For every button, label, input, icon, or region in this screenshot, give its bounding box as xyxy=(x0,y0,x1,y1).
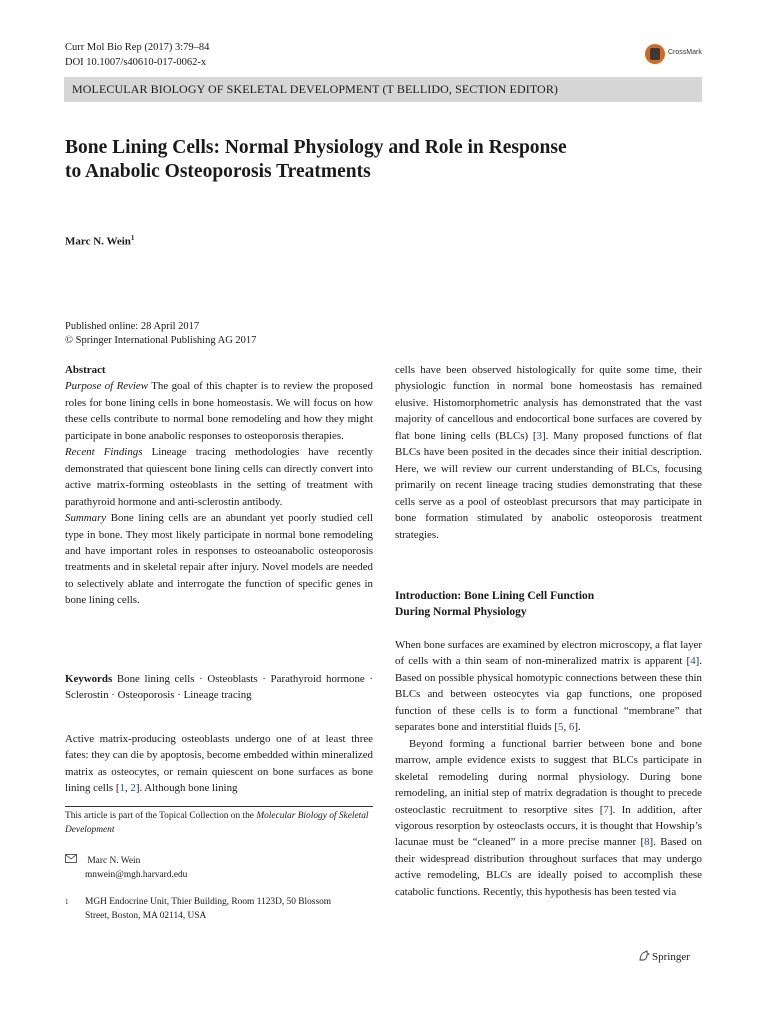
body-text: ]. xyxy=(574,721,581,734)
purpose-label: Purpose of Review xyxy=(65,380,149,393)
collection-note-text: This article is part of the Topical Collection on the xyxy=(65,811,257,821)
correspondence xyxy=(65,854,373,882)
crossmark-label: CrossMark xyxy=(668,49,702,56)
affil-num: 1 xyxy=(65,898,69,906)
citation-sep: , xyxy=(124,782,131,795)
citation-link[interactable]: 6 xyxy=(568,721,575,734)
affil-line-2: Street, Boston, MA 02114, USA xyxy=(85,910,207,921)
copyright: © Springer International Publishing AG 2017 xyxy=(65,335,257,346)
author-affil-sup: 1 xyxy=(130,234,135,242)
keywords-label: Keywords xyxy=(65,673,113,685)
summary-label: Summary xyxy=(65,512,107,525)
publisher-name: Springer xyxy=(652,951,690,963)
findings-label: Recent Findings xyxy=(65,446,143,459)
summary-text: Bone lining cells are an abundant yet poorly studied cell type in bone. They most likely participate in normal bone remodeling and have important roles in responses to osteoanabolic osteoporosis treatments and in skeletal repair after injury. Novel models are needed to selectively ablate and interrogate the function of specific genes in bone lining cells. xyxy=(65,512,373,607)
article-title xyxy=(65,136,705,184)
affil-line-1: MGH Endocrine Unit, Thier Building, Room 1123D, 50 Blossom xyxy=(85,897,332,907)
abstract xyxy=(65,362,373,609)
section-band: MOLECULAR BIOLOGY OF SKELETAL DEVELOPMENT (T BELLIDO, SECTION EDITOR) xyxy=(64,77,702,102)
paragraph xyxy=(395,736,702,901)
keywords xyxy=(65,671,373,704)
citation-link[interactable]: 4 xyxy=(690,655,696,668)
body-text: ]. Based on possible physical homotypic connections between these thin BLCs and between osteocytes via gap functions, one proposed function of these cells is to form a functional “membrane” that separates bone and interstitial fluids [ xyxy=(395,655,702,734)
crossmark-icon xyxy=(645,44,665,64)
crossmark-badge[interactable] xyxy=(645,44,709,68)
author xyxy=(65,234,134,248)
keywords-text: Bone lining cells · Osteoblasts · Parathyroid hormone · Sclerostin · Osteoporosis · Lineage tracing xyxy=(65,673,373,702)
title-line-2: to Anabolic Osteoporosis Treatments xyxy=(65,161,371,182)
collection-note xyxy=(65,810,373,837)
citation-link[interactable]: 1 xyxy=(119,782,125,795)
intro-paragraph-right xyxy=(395,362,702,543)
citation-link[interactable]: 2 xyxy=(130,782,136,795)
collection-name[interactable]: Molecular Biology of Skeletal Development xyxy=(65,811,369,835)
contact-name: Marc N. Wein xyxy=(87,856,141,866)
footnote-divider xyxy=(65,806,373,807)
intro-text: Active matrix-producing osteoblasts undergo one of at least three fates: they can die by apoptosis, become embedded within mineralized matrix as osteocytes, or remain quiescent on bone surfaces as bone lining cells [ xyxy=(65,733,373,795)
citation-sep: , xyxy=(563,721,569,734)
envelope-icon xyxy=(65,854,77,863)
body-text: When bone surfaces are examined by electron microscopy, a flat layer of cells with a thin seam of non-mineralized matrix is apparent [ xyxy=(395,639,702,668)
intro-text: cells have been observed histologically for quite some time, their physiologic function in normal bone homeostasis has remained elusive. Histomorphometric analysis has demonstrated that the vast majority of cancellous and endocortical bone surfaces are covered by flat bone lining cells (BLCs) [ xyxy=(395,364,702,442)
intro-text: ]. Many proposed functions of flat BLCs have been posited in the decades since their initial description. Here, we will review our current understanding of BLCs, focusing primarily on recent lineage tracing studies demonstrating that these cells serve as a pool of osteoblast precursors that may participate in bone formation stimulated by anabolic osteoporosis treatment strategies. xyxy=(395,429,702,541)
body-text: ]. In addition, after vigorous resorption by osteoclasts occurs, it is thought that Howship’s lacunae must be “cleaned” in a more precise manner [ xyxy=(395,803,703,849)
body-text: Beyond forming a functional barrier between bone and bone marrow, ample evidence exists to suggest that BLCs participate in skeletal remodeling during normal physiology. During bone remodeling, an initial step of matrix degradation is thought to precede osteoclastic recruitment to resorptive sites [ xyxy=(395,737,702,816)
purpose-text: The goal of this chapter is to review the proposed roles for bone lining cells in bone homeostasis. We will focus on how these cells contribute to normal bone remodeling and how they might participate in bone anabolic responses to osteoporosis therapies. xyxy=(65,380,373,442)
findings-text: Lineage tracing methodologies have recently demonstrated that quiescent bone lining cells can directly convert into active matrix-forming osteoblasts in the setting of treatment with parathyroid hormone and anti-sclerostin antibody. xyxy=(65,446,374,508)
section-heading-line-2: During Normal Physiology xyxy=(395,606,527,618)
abstract-heading: Abstract xyxy=(65,364,106,376)
title-line-1: Bone Lining Cells: Normal Physiology and Role in Response xyxy=(65,137,567,158)
body-text: ]. Based on their widespread distribution throughout surfaces that may undergo active remodeling, BLCs are ideally poised to accomplish these catabolic functions. Recently, this hypothesis has been tested via xyxy=(395,836,702,898)
citation-link[interactable]: 7 xyxy=(603,803,609,816)
intro-paragraph-left xyxy=(65,731,373,797)
intro-text: ]. Although bone lining xyxy=(135,782,238,795)
doi[interactable]: DOI 10.1007/s40610-017-0062-x xyxy=(65,57,207,68)
author-name[interactable]: Marc N. Wein xyxy=(65,235,131,248)
citation-link[interactable]: 8 xyxy=(644,836,650,849)
publisher-logo xyxy=(638,950,690,963)
section-heading-line-1: Introduction: Bone Lining Cell Function xyxy=(395,590,595,602)
paragraph xyxy=(395,637,702,736)
citation-link[interactable]: 5 xyxy=(558,721,564,734)
springer-horse-icon xyxy=(638,950,650,962)
published-date: Published online: 28 April 2017 xyxy=(65,321,200,332)
section-body xyxy=(395,637,702,900)
contact-email[interactable]: mnwein@mgh.harvard.edu xyxy=(85,869,188,880)
journal-citation: Curr Mol Bio Rep (2017) 3:79–84 xyxy=(65,42,210,53)
affiliation xyxy=(65,896,373,921)
citation-link[interactable]: 3 xyxy=(536,429,542,442)
section-heading xyxy=(395,588,702,620)
